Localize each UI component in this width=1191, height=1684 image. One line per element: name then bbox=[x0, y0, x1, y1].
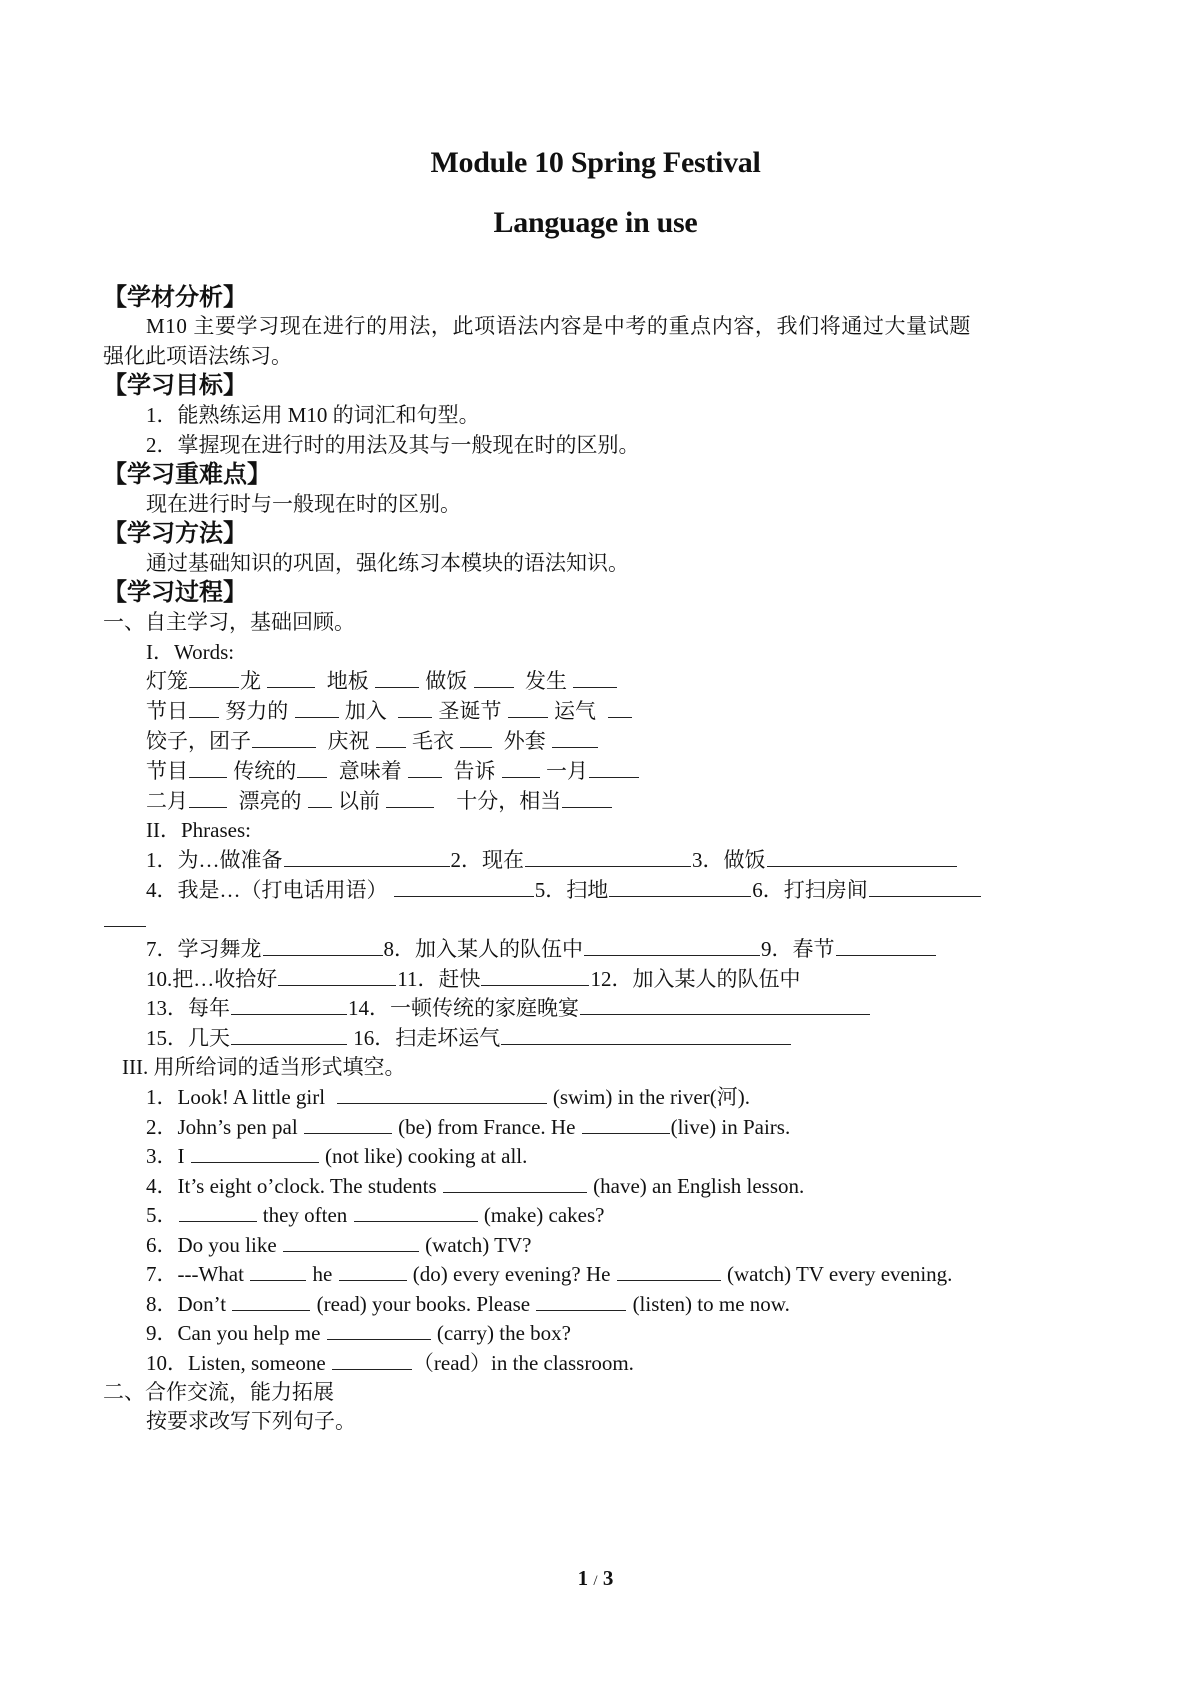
answer-blank[interactable] bbox=[481, 965, 589, 986]
words-row: 节日 努力的 加入 圣诞节 运气 bbox=[146, 696, 633, 726]
phrases-row: 1．为…做准备 2．现在 3．做饭 bbox=[146, 845, 958, 875]
words-row: 灯笼 龙 地板 做饭 发生 bbox=[146, 666, 618, 696]
fill-in-label: III. 用所给词的适当形式填空。 bbox=[122, 1055, 406, 1079]
goal-item: 2．掌握现在进行时的用法及其与一般现在时的区别。 bbox=[146, 433, 640, 457]
answer-blank[interactable] bbox=[252, 727, 316, 748]
answer-blank[interactable] bbox=[608, 697, 632, 718]
answer-blank[interactable] bbox=[232, 1290, 310, 1311]
answer-blank[interactable] bbox=[386, 787, 434, 808]
answer-blank[interactable] bbox=[767, 846, 957, 867]
fill-in-item: 10．Listen, someone （read）in the classroom. bbox=[146, 1351, 634, 1375]
answer-blank[interactable] bbox=[231, 1024, 347, 1045]
answer-blank[interactable] bbox=[584, 935, 760, 956]
answer-blank[interactable] bbox=[443, 1172, 587, 1193]
answer-blank[interactable] bbox=[267, 667, 315, 688]
phrases-row: 13．每年 14．一顿传统的家庭晚宴 bbox=[146, 993, 871, 1023]
answer-blank[interactable] bbox=[508, 697, 548, 718]
answer-blank[interactable] bbox=[394, 876, 534, 897]
answer-blank[interactable] bbox=[263, 935, 383, 956]
answer-blank[interactable] bbox=[354, 1201, 478, 1222]
analysis-text-line2: 强化此项语法练习。 bbox=[103, 344, 292, 368]
answer-blank[interactable] bbox=[284, 846, 450, 867]
part2-instruction: 按要求改写下列句子。 bbox=[146, 1409, 356, 1433]
answer-blank[interactable] bbox=[398, 697, 432, 718]
part2-title: 二、合作交流，能力拓展 bbox=[103, 1380, 334, 1404]
answer-blank[interactable] bbox=[191, 1142, 319, 1163]
answer-blank[interactable] bbox=[189, 787, 227, 808]
goal-item: 1．能熟练运用 M10 的词汇和句型。 bbox=[146, 403, 480, 427]
answer-blank[interactable] bbox=[339, 1260, 407, 1281]
answer-blank[interactable] bbox=[308, 787, 332, 808]
words-row: 节目 传统的 意味着 告诉 一月 bbox=[146, 756, 640, 786]
answer-blank[interactable] bbox=[179, 1201, 257, 1222]
heading-methods: 【学习方法】 bbox=[103, 519, 247, 547]
heading-key-points: 【学习重难点】 bbox=[103, 460, 271, 488]
phrases-row: 15．几天 16．扫走坏运气 bbox=[146, 1023, 792, 1053]
phrases-row-continuation bbox=[103, 905, 147, 935]
answer-blank[interactable] bbox=[104, 906, 146, 927]
answer-blank[interactable] bbox=[283, 1231, 419, 1252]
answer-blank[interactable] bbox=[573, 667, 617, 688]
answer-blank[interactable] bbox=[501, 1024, 791, 1045]
answer-blank[interactable] bbox=[460, 727, 492, 748]
fill-in-item: 5． they often (make) cakes? bbox=[146, 1203, 605, 1227]
answer-blank[interactable] bbox=[189, 757, 227, 778]
answer-blank[interactable] bbox=[869, 876, 981, 897]
methods-text: 通过基础知识的巩固，强化练习本模块的语法知识。 bbox=[146, 551, 629, 575]
answer-blank[interactable] bbox=[552, 727, 598, 748]
fill-in-item: 7．---What he (do) every evening? He (watch) TV every evening. bbox=[146, 1262, 953, 1286]
heading-goals: 【学习目标】 bbox=[103, 371, 247, 399]
phrases-row: 7．学习舞龙 8．加入某人的队伍中 9．春节 bbox=[146, 934, 937, 964]
phrases-row: 4．我是…（打电话用语） 5．扫地 6．打扫房间 bbox=[146, 875, 982, 905]
answer-blank[interactable] bbox=[332, 1349, 412, 1370]
answer-blank[interactable] bbox=[189, 697, 219, 718]
answer-blank[interactable] bbox=[562, 787, 612, 808]
fill-in-item: 3．I (not like) cooking at all. bbox=[146, 1144, 528, 1168]
phrases-row: 10.把…收拾好 11．赶快 12．加入某人的队伍中 bbox=[146, 967, 801, 991]
answer-blank[interactable] bbox=[297, 757, 327, 778]
answer-blank[interactable] bbox=[375, 667, 419, 688]
answer-blank[interactable] bbox=[327, 1319, 431, 1340]
phrases-label: II．Phrases: bbox=[146, 818, 251, 842]
answer-blank[interactable] bbox=[231, 994, 347, 1015]
part1-title: 一、自主学习，基础回顾。 bbox=[103, 610, 355, 634]
words-label: I．Words: bbox=[146, 640, 235, 664]
heading-analysis: 【学材分析】 bbox=[103, 283, 247, 311]
analysis-text-line1: M10 主要学习现在进行的用法，此项语法内容是中考的重点内容，我们将通过大量试题 bbox=[146, 314, 971, 338]
answer-blank[interactable] bbox=[250, 1260, 306, 1281]
heading-process: 【学习过程】 bbox=[103, 578, 247, 606]
answer-blank[interactable] bbox=[617, 1260, 721, 1281]
fill-in-item: 4．It’s eight o’clock. The students (have) an English lesson. bbox=[146, 1174, 805, 1198]
fill-in-item: 8．Don’t (read) your books. Please (listen) to me now. bbox=[146, 1292, 790, 1316]
answer-blank[interactable] bbox=[589, 757, 639, 778]
fill-in-item: 9．Can you help me (carry) the box? bbox=[146, 1321, 571, 1345]
answer-blank[interactable] bbox=[525, 846, 691, 867]
page-number: 1 / 3 bbox=[577, 1566, 614, 1590]
answer-blank[interactable] bbox=[278, 965, 396, 986]
document-title: Module 10 Spring Festival bbox=[430, 146, 761, 179]
answer-blank[interactable] bbox=[836, 935, 936, 956]
document-subtitle: Language in use bbox=[493, 206, 698, 239]
answer-blank[interactable] bbox=[304, 1113, 392, 1134]
answer-blank[interactable] bbox=[337, 1083, 547, 1104]
answer-blank[interactable] bbox=[609, 876, 751, 897]
fill-in-item: 2．John’s pen pal (be) from France. He (live) in Pairs. bbox=[146, 1115, 791, 1139]
answer-blank[interactable] bbox=[536, 1290, 626, 1311]
fill-in-item: 6．Do you like (watch) TV? bbox=[146, 1233, 532, 1257]
words-row: 饺子，团子 庆祝 毛衣 外套 bbox=[146, 726, 599, 756]
answer-blank[interactable] bbox=[295, 697, 339, 718]
answer-blank[interactable] bbox=[189, 667, 239, 688]
answer-blank[interactable] bbox=[408, 757, 442, 778]
fill-in-item: 1．Look! A little girl (swim) in the river(河). bbox=[146, 1085, 750, 1109]
answer-blank[interactable] bbox=[376, 727, 406, 748]
answer-blank[interactable] bbox=[580, 994, 870, 1015]
key-points-text: 现在进行时与一般现在时的区别。 bbox=[146, 492, 461, 516]
answer-blank[interactable] bbox=[474, 667, 514, 688]
answer-blank[interactable] bbox=[502, 757, 540, 778]
answer-blank[interactable] bbox=[582, 1113, 670, 1134]
words-row: 二月 漂亮的 以前 十分，相当 bbox=[146, 786, 613, 816]
